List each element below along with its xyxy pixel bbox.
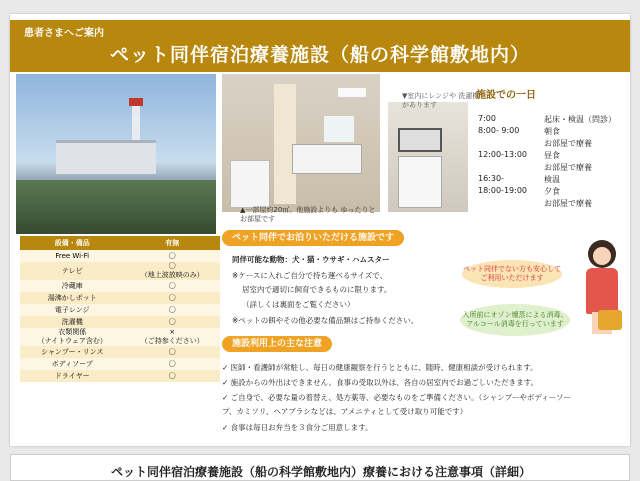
amenity-item: テレビ bbox=[20, 262, 124, 280]
room-note: ▲一部屋約20㎡。他施設よりも ゆったりとお部屋です bbox=[240, 206, 376, 223]
notes-line: ✓ 医師・看護師が常駐し、毎日の健康観察を行うとともに、随時、健康相談が受けられます。 bbox=[222, 363, 538, 372]
amenity-availability: 〇 bbox=[124, 370, 220, 382]
amenity-row bbox=[20, 304, 220, 316]
footer-card bbox=[10, 454, 630, 481]
pet-line: ※ペットの餌やその他必要な備品類はご持参ください。 bbox=[232, 316, 419, 325]
disinfection-bubble: 入所前にオゾン燻蒸による消毒、 アルコール消毒を行っています bbox=[460, 304, 570, 336]
notes-line: ✓ ご自身で、必要な量の着替え、処方薬等、必要なものをご準備ください。（シャンプーやボディーソー bbox=[222, 393, 571, 402]
amenity-row bbox=[20, 346, 220, 358]
schedule-time: 12:00-13:00 bbox=[478, 150, 527, 159]
schedule-time: 18:00-19:00 bbox=[478, 186, 527, 195]
header-title: ペット同伴宿泊療養施設（船の科学館敷地内） bbox=[109, 44, 530, 66]
amenity-availability: × （ご持参ください） bbox=[124, 328, 220, 346]
amenity-availability: 〇 bbox=[124, 280, 220, 292]
info-sheet bbox=[10, 14, 630, 446]
notes-section-pill: 施設利用上の主な注意 bbox=[222, 336, 332, 352]
notes-line: ✓ 食事は毎日お弁当を３食分ご用意します。 bbox=[222, 423, 373, 432]
amenity-availability: 〇 bbox=[124, 346, 220, 358]
amenity-item: 湯沸かしポット bbox=[20, 292, 124, 304]
amenity-availability: 〇 （地上波放映のみ） bbox=[124, 262, 220, 280]
footer-title: ペット同伴宿泊療養施設（船の科学館敷地内）療養における注意事項（詳細） bbox=[110, 465, 531, 479]
schedule-event: お部屋で療養 bbox=[544, 139, 592, 148]
amenity-item: 電子レンジ bbox=[20, 304, 124, 316]
pet-line: 同伴可能な動物：犬・猫・ウサギ・ハムスター bbox=[232, 255, 390, 264]
amenity-item: Free Wi-Fi bbox=[20, 250, 124, 262]
room-photo bbox=[222, 74, 380, 212]
pet-carrier-illustration bbox=[598, 310, 622, 330]
amenity-row bbox=[20, 280, 220, 292]
amenity-item: 冷蔵庫 bbox=[20, 280, 124, 292]
schedule-event: 検温 bbox=[544, 175, 560, 184]
building-photo bbox=[16, 74, 216, 234]
amenity-availability: 〇 bbox=[124, 250, 220, 262]
pet-line: （詳しくは裏面をご覧ください） bbox=[242, 300, 355, 309]
schedule-event: 夕食 bbox=[544, 187, 560, 196]
amenity-item: 衣類関係 （ナイトウェア含む） bbox=[20, 328, 124, 346]
amenity-row bbox=[20, 292, 220, 304]
amenity-availability: 〇 bbox=[124, 316, 220, 328]
schedule-event: 起床・検温（問診） bbox=[544, 115, 616, 124]
amenities-table bbox=[20, 236, 220, 382]
header-banner bbox=[10, 20, 630, 72]
pet-line: ※ケースに入れご自分で持ち運べるサイズで、 bbox=[232, 271, 388, 280]
pet-section-pill: ペット同伴でお泊りいただける施設です bbox=[222, 230, 404, 246]
schedule-event: 朝食 bbox=[544, 127, 560, 136]
schedule-event: お部屋で療養 bbox=[544, 199, 592, 208]
amenity-row bbox=[20, 358, 220, 370]
kitchen-note: ▼室内にレンジや 洗濯機があります bbox=[402, 92, 480, 109]
amenity-item: 洗濯機 bbox=[20, 316, 124, 328]
schedule-time: 7:00 bbox=[478, 114, 496, 123]
amenity-row bbox=[20, 370, 220, 382]
amenities-header-availability: 有無 bbox=[124, 236, 220, 250]
schedule-time: 8:00- 9:00 bbox=[478, 126, 520, 135]
header-subtitle: 患者さまへご案内 bbox=[24, 28, 104, 39]
appliance-photo bbox=[388, 102, 468, 212]
amenities-header-item: 設備・備品 bbox=[20, 236, 124, 250]
amenity-row bbox=[20, 316, 220, 328]
pet-line: 居室内で適切に飼育できるものに限ります。 bbox=[242, 285, 392, 294]
notes-line: プ、カミソリ、ヘアブラシなどは、アメニティとして受け取り可能です） bbox=[222, 407, 468, 416]
amenity-availability: 〇 bbox=[124, 292, 220, 304]
amenity-row bbox=[20, 328, 220, 346]
reassurance-bubble: ペット同伴でない方も安心して ご利用いただけます bbox=[462, 260, 562, 288]
notes-line: ✓ 施設からの外出はできません。食事の受取以外は、各自の居室内でお過ごしいただきます。 bbox=[222, 378, 539, 387]
schedule-event: 昼食 bbox=[544, 151, 560, 160]
schedule-time: 16:30- bbox=[478, 174, 504, 183]
amenity-item: シャンプー・リンス bbox=[20, 346, 124, 358]
amenity-item: ボディソープ bbox=[20, 358, 124, 370]
amenity-row bbox=[20, 262, 220, 280]
amenity-row bbox=[20, 250, 220, 262]
schedule-event: お部屋で療養 bbox=[544, 163, 592, 172]
amenity-availability: 〇 bbox=[124, 304, 220, 316]
amenity-availability: 〇 bbox=[124, 358, 220, 370]
amenity-item: ドライヤー bbox=[20, 370, 124, 382]
daily-schedule-title: 施設での一日 bbox=[476, 90, 536, 101]
